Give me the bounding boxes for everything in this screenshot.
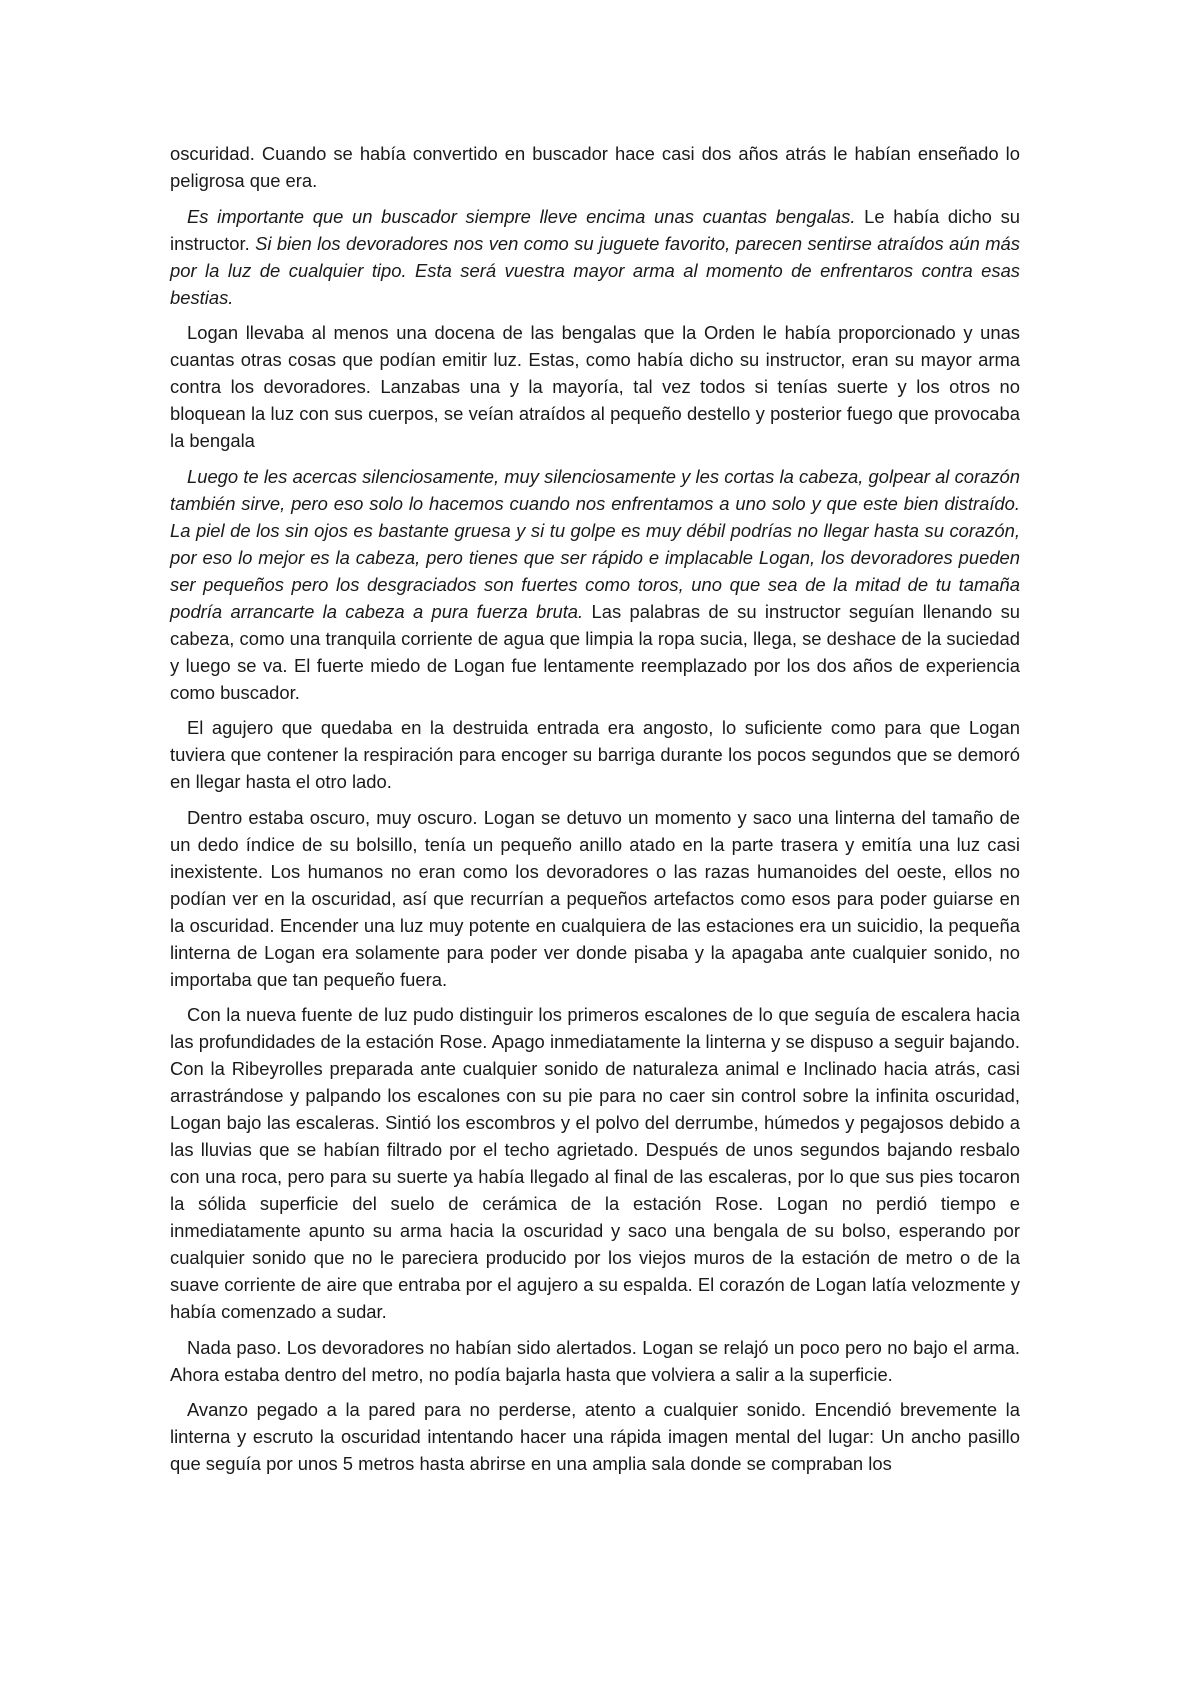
paragraph-text: Nada paso. Los devoradores no habían sido alertados. Logan se relajó un poco pero no bajo el arma. Ahora estaba dentro del metro, no podía bajarla hasta que volviera a salir a la superficie. (170, 1336, 1020, 1385)
paragraph-italic-text: Es importante que un buscador siempre lleve encima unas cuantas bengalas. (187, 205, 856, 227)
paragraph (170, 1334, 1020, 1388)
paragraph-text: oscuridad. Cuando se había convertido en buscador hace casi dos años atrás le habían enseñado lo peligrosa que era. (170, 143, 1020, 191)
paragraph (170, 1001, 1020, 1325)
paragraph-text: Le había dicho su instructor. (170, 205, 1020, 254)
paragraph-text: Avanzo pegado a la pared para no perderse, atento a cualquier sonido. Encendió brevemente la linterna y escruto la oscuridad intentando hacer una rápida imagen mental del lugar: Un ancho pasillo que seguía por unos 5 metros hasta abrirse en una amplia sala donde se compraban los (170, 1399, 1020, 1474)
page-body (170, 140, 1020, 1477)
paragraph (170, 804, 1020, 993)
paragraph (170, 463, 1020, 706)
paragraph-text: Con la nueva fuente de luz pudo distinguir los primeros escalones de lo que seguía de escalera hacia las profundidades de la estación Rose. Apago inmediatamente la linterna y se dispuso a seguir bajando. Con la Ribeyrolles preparada ante cualquier sonido de naturaleza animal e Inclinado hacia atrás, casi arrastrándose y palpando los escalones con su pie para no caer sin control sobre la infinita oscuridad, Logan bajo las escaleras. Sintió los escombros y el polvo del derrumbe, húmedos y pegajosos debido a las lluvias que se habían filtrado por el techo agrietado. Después de unos segundos bajando resbalo con una roca, pero para su suerte ya había llegado al final de las escaleras, por lo que sus pies tocaron la sólida superficie del suelo de cerámica de la estación Rose. Logan no perdió tiempo e inmediatamente apunto su arma hacia la oscuridad y saco una bengala de su bolso, esperando por cualquier sonido que no le pareciera producido por los viejos muros de la estación de metro o de la suave corriente de aire que entraba por el agujero a su espalda. El corazón de Logan latía velozmente y había comenzado a sudar. (170, 1004, 1020, 1322)
paragraph-text: Dentro estaba oscuro, muy oscuro. Logan se detuvo un momento y saco una linterna del tamaño de un dedo índice de su bolsillo, tenía un pequeño anillo atado en la parte trasera y emitía una luz casi inexistente. Los humanos no eran como los devoradores o las razas humanoides del oeste, ellos no podían ver en la oscuridad, así que recurrían a pequeños artefactos como esos para poder guiarse en la oscuridad. Encender una luz muy potente en cualquiera de las estaciones era un suicidio, la pequeña linterna de Logan era solamente para poder ver donde pisaba y la apagaba ante cualquier sonido, no importaba que tan pequeño fuera. (170, 806, 1020, 990)
paragraph (170, 319, 1020, 454)
paragraph-italic-text: Luego te les acercas silenciosamente, muy silenciosamente y les cortas la cabeza, golpear al corazón también sirve, pero eso solo lo hacemos cuando nos enfrentamos a uno solo y que este bien distraído. La piel de los sin ojos es bastante gruesa y si tu golpe es muy débil podrías no llegar hasta su corazón, por eso lo mejor es la cabeza, pero tienes que ser rápido e implacable Logan, los devoradores pueden ser pequeños pero los desgraciados son fuertes como toros, uno que sea de la mitad de tu tamaña podría arrancarte la cabeza a pura fuerza bruta. (170, 465, 1020, 622)
paragraph (170, 1396, 1020, 1477)
paragraph (170, 714, 1020, 795)
paragraph-text: Las palabras de su instructor seguían llenando su cabeza, como una tranquila corriente de agua que limpia la ropa sucia, llega, se deshace de la suciedad y luego se va. El fuerte miedo de Logan fue lentamente reemplazado por los dos años de experiencia como buscador. (170, 600, 1020, 703)
paragraph-text: Logan llevaba al menos una docena de las bengalas que la Orden le había proporcionado y unas cuantas otras cosas que podían emitir luz. Estas, como había dicho su instructor, eran su mayor arma contra los devoradores. Lanzabas una y la mayoría, tal vez todos si tenías suerte y los otros no bloquean la luz con sus cuerpos, se veían atraídos al pequeño destello y posterior fuego que provocaba la bengala (170, 322, 1020, 451)
paragraph (170, 203, 1020, 311)
paragraph-italic-text: Si bien los devoradores nos ven como su juguete favorito, parecen sentirse atraídos aún más por la luz de cualquier tipo. Esta será vuestra mayor arma al momento de enfrentaros contra esas bestias. (170, 232, 1020, 308)
paragraph (170, 140, 1020, 194)
paragraph-text: El agujero que quedaba en la destruida entrada era angosto, lo suficiente como para que Logan tuviera que contener la respiración para encoger su barriga durante los pocos segundos que se demoró en llegar hasta el otro lado. (170, 717, 1020, 792)
